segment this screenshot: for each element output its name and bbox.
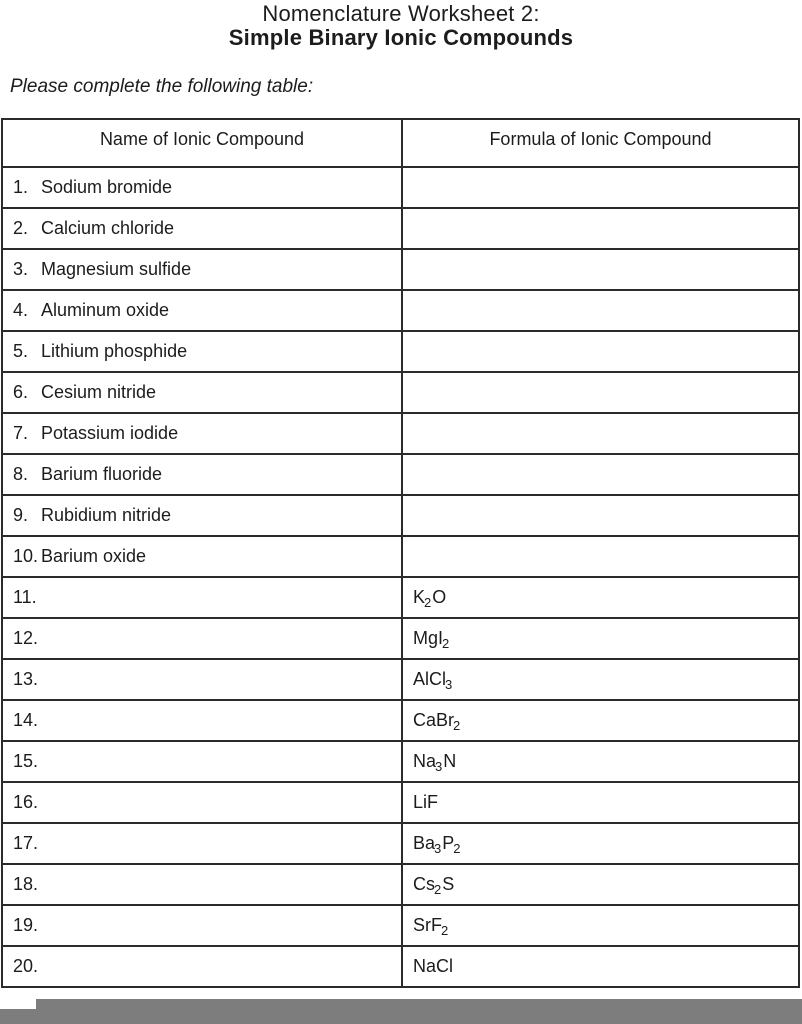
formula-cell xyxy=(402,413,799,454)
name-cell xyxy=(2,372,402,413)
name-cell xyxy=(2,577,402,618)
formula-cell xyxy=(402,331,799,372)
table-row xyxy=(2,741,799,782)
row-number: 11. xyxy=(13,587,37,607)
name-cell xyxy=(2,167,402,208)
row-number: 9. xyxy=(13,505,29,525)
row-number: 5. xyxy=(13,341,29,361)
compound-name: Cesium nitride xyxy=(41,382,157,402)
compound-name: Magnesium sulfide xyxy=(41,259,192,279)
formula-cell: $Cs_2S$ xyxy=(402,864,799,905)
row-number: 14. xyxy=(13,710,39,730)
name-cell xyxy=(2,290,402,331)
row-number: 4. xyxy=(13,300,29,320)
row-number: 10. xyxy=(13,546,39,566)
formula-cell xyxy=(402,372,799,413)
row-number: 18. xyxy=(13,874,39,894)
scan-artifact-bar-bottom xyxy=(0,1009,802,1024)
formula-cell: $Na_3N$ xyxy=(402,741,799,782)
formula-cell xyxy=(402,290,799,331)
formula-cell xyxy=(402,208,799,249)
table-row xyxy=(2,495,799,536)
name-cell xyxy=(2,946,402,987)
name-cell xyxy=(2,454,402,495)
table-row xyxy=(2,618,799,659)
table-row xyxy=(2,167,799,208)
instruction-text: Please complete the following table: xyxy=(10,76,314,97)
name-cell xyxy=(2,413,402,454)
table-row xyxy=(2,249,799,290)
table-row xyxy=(2,864,799,905)
worksheet-title xyxy=(0,0,802,50)
table-row xyxy=(2,536,799,577)
formula-cell: SrF$_2$ xyxy=(402,905,799,946)
table-row xyxy=(2,208,799,249)
table-row xyxy=(2,413,799,454)
row-number: 16. xyxy=(13,792,39,812)
name-cell xyxy=(2,741,402,782)
row-number: 13. xyxy=(13,669,39,689)
formula-cell: MgI$_2$ xyxy=(402,618,799,659)
table-row xyxy=(2,782,799,823)
row-number: 8. xyxy=(13,464,29,484)
formula-cell xyxy=(402,454,799,495)
name-cell xyxy=(2,659,402,700)
compound-table xyxy=(1,118,800,988)
row-number: 19. xyxy=(13,915,39,935)
table-row xyxy=(2,700,799,741)
compound-name: Rubidium nitride xyxy=(41,505,172,525)
formula-cell xyxy=(402,495,799,536)
name-cell xyxy=(2,618,402,659)
formula-cell: $Ba_3P_2$ xyxy=(402,823,799,864)
compound-name: Calcium chloride xyxy=(41,218,175,238)
table-row xyxy=(2,946,799,987)
name-cell xyxy=(2,249,402,290)
table-row xyxy=(2,659,799,700)
row-number: 20. xyxy=(13,956,39,976)
row-number: 15. xyxy=(13,751,39,771)
row-number: 1. xyxy=(13,177,29,197)
formula-cell xyxy=(402,536,799,577)
compound-name: Barium oxide xyxy=(41,546,147,566)
row-number: 12. xyxy=(13,628,39,648)
name-cell xyxy=(2,495,402,536)
table-row xyxy=(2,577,799,618)
name-cell xyxy=(2,823,402,864)
name-cell xyxy=(2,331,402,372)
name-cell xyxy=(2,536,402,577)
table-row xyxy=(2,823,799,864)
column-header-formula: Formula of Ionic Compound xyxy=(402,119,799,167)
row-number: 17. xyxy=(13,833,39,853)
table-row xyxy=(2,454,799,495)
formula-cell xyxy=(402,249,799,290)
column-header-name: Name of Ionic Compound xyxy=(2,119,402,167)
formula-cell: AlCl$_3$ xyxy=(402,659,799,700)
name-cell xyxy=(2,700,402,741)
compound-name: Lithium phosphide xyxy=(41,341,188,361)
row-number: 7. xyxy=(13,423,29,443)
name-cell xyxy=(2,905,402,946)
compound-name: Aluminum oxide xyxy=(41,300,170,320)
compound-name: Sodium bromide xyxy=(41,177,173,197)
title-line-2: Simple Binary Ionic Compounds xyxy=(228,25,574,50)
compound-name: Potassium iodide xyxy=(41,423,179,443)
title-line-1: Nomenclature Worksheet 2: xyxy=(262,1,540,26)
row-number: 3. xyxy=(13,259,29,279)
formula-cell: LiF xyxy=(402,782,799,823)
row-number: 6. xyxy=(13,382,29,402)
table-header-row xyxy=(2,119,799,167)
table-row xyxy=(2,290,799,331)
name-cell xyxy=(2,208,402,249)
table-row xyxy=(2,905,799,946)
name-cell xyxy=(2,782,402,823)
row-number: 2. xyxy=(13,218,29,238)
name-cell xyxy=(2,864,402,905)
formula-cell: NaCl xyxy=(402,946,799,987)
formula-cell xyxy=(402,167,799,208)
compound-name: Barium fluoride xyxy=(41,464,163,484)
formula-cell: CaBr$_2$ xyxy=(402,700,799,741)
table-row xyxy=(2,372,799,413)
formula-cell: $K_2O$ xyxy=(402,577,799,618)
table-row xyxy=(2,331,799,372)
